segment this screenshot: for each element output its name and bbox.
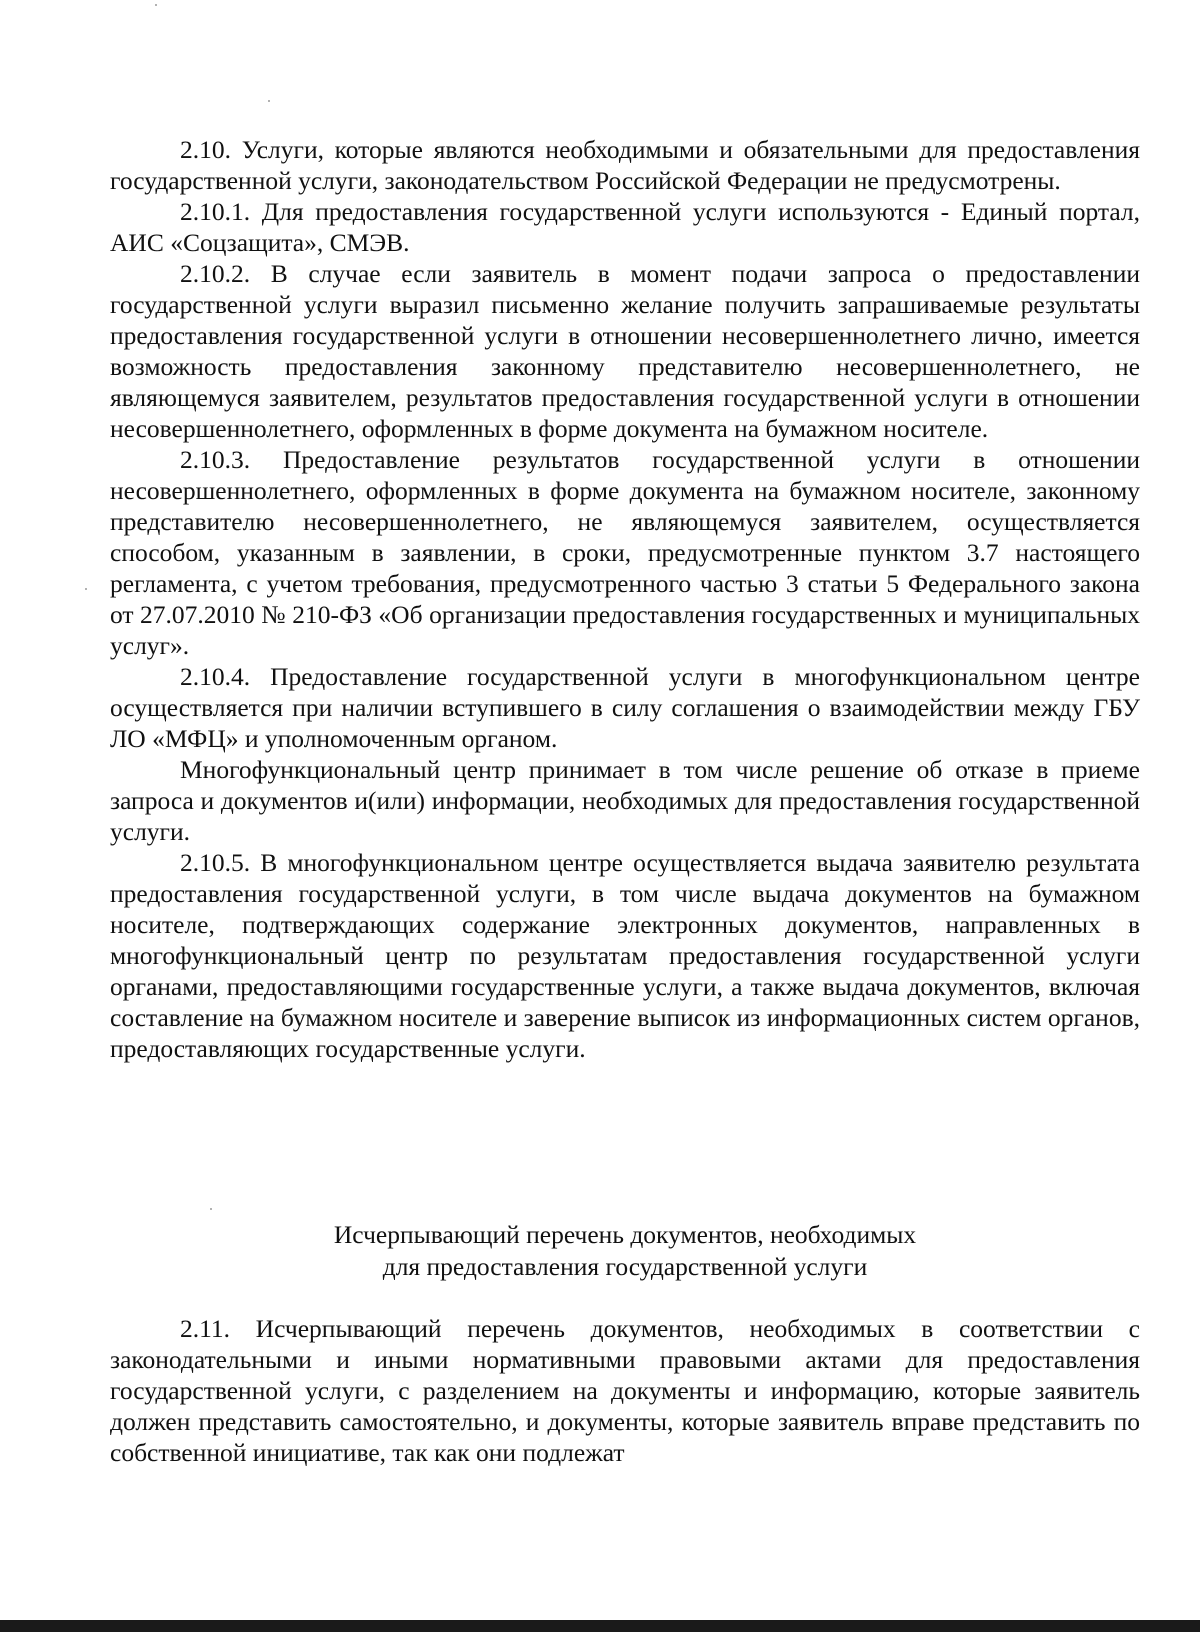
- scan-speck: [85, 588, 87, 590]
- scan-speck: [268, 100, 270, 102]
- section-heading-line-1: Исчерпывающий перечень документов, необходимых: [333, 1220, 917, 1249]
- paragraph-2-10-2: 2.10.2. В случае если заявитель в момент подачи запроса о предоставлении государственной услуги выразил письменно желание получить запрашиваемые результаты предоставления государственной услуги в отношении несовершеннолетнего лично, имеется возможность предоставления законному представителю несовершеннолетнего, не являющемуся заявителем, результатов предоставления государственной услуги в отношении несовершеннолетнего, оформленных в форме документа на бумажном носителе.: [110, 259, 1140, 443]
- scan-speck: [210, 1208, 212, 1210]
- paragraph-2-10: 2.10. Услуги, которые являются необходимыми и обязательными для предоставления государственной услуги, законодательством Российской Федерации не предусмотрены.: [110, 135, 1140, 195]
- paragraph-mfc-refusal: Многофункциональный центр принимает в том числе решение об отказе в приеме запроса и документов и(или) информации, необходимых для предоставления государственной услуги.: [110, 755, 1140, 846]
- document-body: [110, 134, 1140, 1064]
- paragraph-2-11: 2.11. Исчерпывающий перечень документов, необходимых в соответствии с законодательными и иными нормативными правовыми актами для предоставления государственной услуги, с разделением на документы и информацию, которые заявитель должен представить самостоятельно, и документы, которые заявитель вправе представить по собственной инициативе, так как они подлежат: [110, 1314, 1140, 1467]
- section-heading: [110, 1219, 1140, 1283]
- section-heading-line-2: для предоставления государственной услуги: [382, 1252, 868, 1281]
- paragraph-2-10-4: 2.10.4. Предоставление государственной услуги в многофункциональном центре осуществляется при наличии вступившего в силу соглашения о взаимодействии между ГБУ ЛО «МФЦ» и уполномоченным органом.: [110, 662, 1140, 753]
- paragraph-2-10-5: 2.10.5. В многофункциональном центре осуществляется выдача заявителю результата предоставления государственной услуги, в том числе выдача документов на бумажном носителе, подтверждающих содержание электронных документов, направленных в многофункциональный центр по результатам предоставления государственной услуги органами, предоставляющими государственные услуги, а также выдача документов, включая составление на бумажном носителе и заверение выписок из информационных систем органов, предоставляющих государственные услуги.: [110, 848, 1140, 1063]
- paragraph-2-10-1: 2.10.1. Для предоставления государственной услуги используются - Единый портал, АИС «Соцзащита», СМЭВ.: [110, 197, 1140, 257]
- document-body-continued: [110, 1313, 1140, 1468]
- paragraph-2-10-3: 2.10.3. Предоставление результатов государственной услуги в отношении несовершеннолетнего, оформленных в форме документа на бумажном носителе, законному представителю несовершеннолетнего, не являющемуся заявителем, осуществляется способом, указанным в заявлении, в сроки, предусмотренные пунктом 3.7 настоящего регламента, с учетом требования, предусмотренного частью 3 статьи 5 Федерального закона от 27.07.2010 № 210-ФЗ «Об организации предоставления государственных и муниципальных услуг».: [110, 445, 1140, 660]
- scan-speck: [155, 4, 157, 6]
- scan-edge-shadow: [0, 1620, 1200, 1632]
